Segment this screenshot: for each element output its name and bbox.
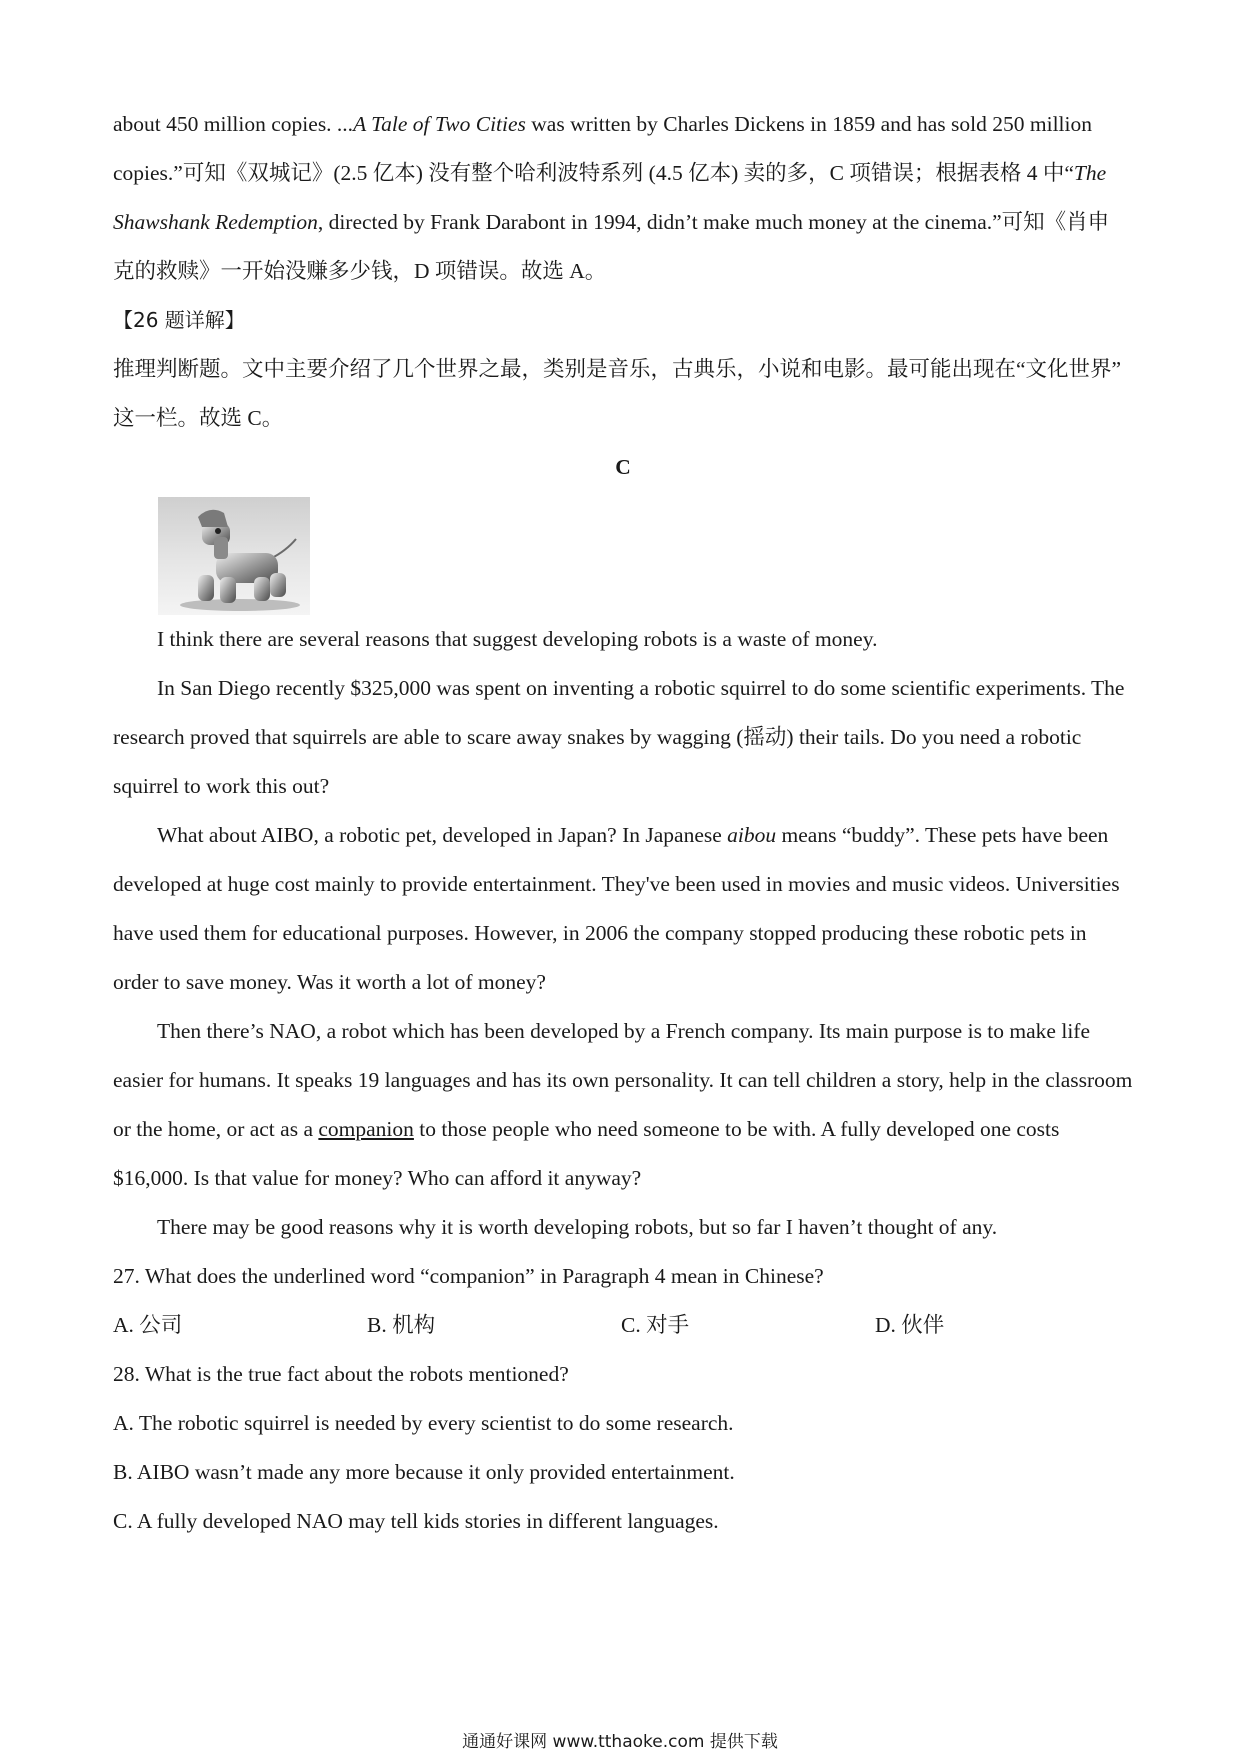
text-line: $16,000. Is that value for money? Who can afford it anyway? [113, 1166, 642, 1190]
text-line: or the home, or act as a companion to those people who need someone to be with. A fully developed one costs [113, 1117, 1060, 1141]
passage-paragraph-5: There may be good reasons why it is worth developing robots, but so far I haven’t thought of any. [157, 1215, 998, 1239]
text-line: Shawshank Redemption, directed by Frank Darabont in 1994, didn’t make much money at the cinema.”可知《肖申 [113, 210, 1110, 234]
question-27: 27. What does the underlined word “companion” in Paragraph 4 mean in Chinese? [113, 1264, 824, 1288]
text-line: 克的救赎》一开始没赚多少钱，D 项错误。故选 A。 [113, 259, 607, 283]
question-26-heading: 【26 题详解】 [113, 308, 245, 332]
option-a: A. The robotic squirrel is needed by every scientist to do some research. [113, 1411, 734, 1435]
text-line: about 450 million copies. ...A Tale of Two Cities was written by Charles Dickens in 1859 and has sold 250 million [113, 112, 1093, 136]
text-line: Then there’s NAO, a robot which has been developed by a French company. Its main purpose is to make life [157, 1019, 1090, 1043]
text-line: 这一栏。故选 C。 [113, 406, 284, 430]
text-line: squirrel to work this out? [113, 774, 330, 798]
option-b: B. AIBO wasn’t made any more because it only provided entertainment. [113, 1460, 735, 1484]
text-line: research proved that squirrels are able to scare away snakes by wagging (摇动) their tails. Do you need a robotic [113, 725, 1082, 749]
text-line: have used them for educational purposes. However, in 2006 the company stopped producing these robotic pets in [113, 921, 1087, 945]
section-label: C [615, 455, 631, 479]
question-27-options [113, 1301, 1133, 1350]
underlined-word: companion [318, 1117, 414, 1141]
text-line: copies.”可知《双城记》(2.5 亿本) 没有整个哈利波特系列 (4.5 亿本) 卖的多，C 项错误；根据表格 4 中“The [113, 161, 1107, 185]
text-line: developed at huge cost mainly to provide entertainment. They've been used in movies and music videos. Universities [113, 872, 1120, 896]
text-line: order to save money. Was it worth a lot of money? [113, 970, 546, 994]
robot-dog-image [158, 497, 310, 615]
option-d: D. 伙伴 [875, 1313, 945, 1337]
passage-paragraph-1: I think there are several reasons that suggest developing robots is a waste of money. [157, 627, 878, 651]
text-line: easier for humans. It speaks 19 languages and has its own personality. It can tell children a story, help in the classroom [113, 1068, 1133, 1092]
option-c: C. A fully developed NAO may tell kids stories in different languages. [113, 1509, 719, 1533]
text-line: In San Diego recently $325,000 was spent on inventing a robotic squirrel to do some scientific experiments. The [157, 676, 1125, 700]
option-c: C. 对手 [621, 1313, 690, 1337]
document-page [113, 100, 1133, 1546]
text-line: What about AIBO, a robotic pet, developed in Japan? In Japanese aibou means “buddy”. These pets have been [157, 823, 1109, 847]
option-a: A. 公司 [113, 1313, 183, 1337]
page-footer: 通通好课网 www.tthaoke.com 提供下载 [462, 1732, 778, 1752]
question-28: 28. What is the true fact about the robots mentioned? [113, 1362, 569, 1386]
option-b: B. 机构 [367, 1313, 436, 1337]
text-line: 推理判断题。文中主要介绍了几个世界之最，类别是音乐，古典乐，小说和电影。最可能出现在“文化世界” [113, 357, 1122, 381]
